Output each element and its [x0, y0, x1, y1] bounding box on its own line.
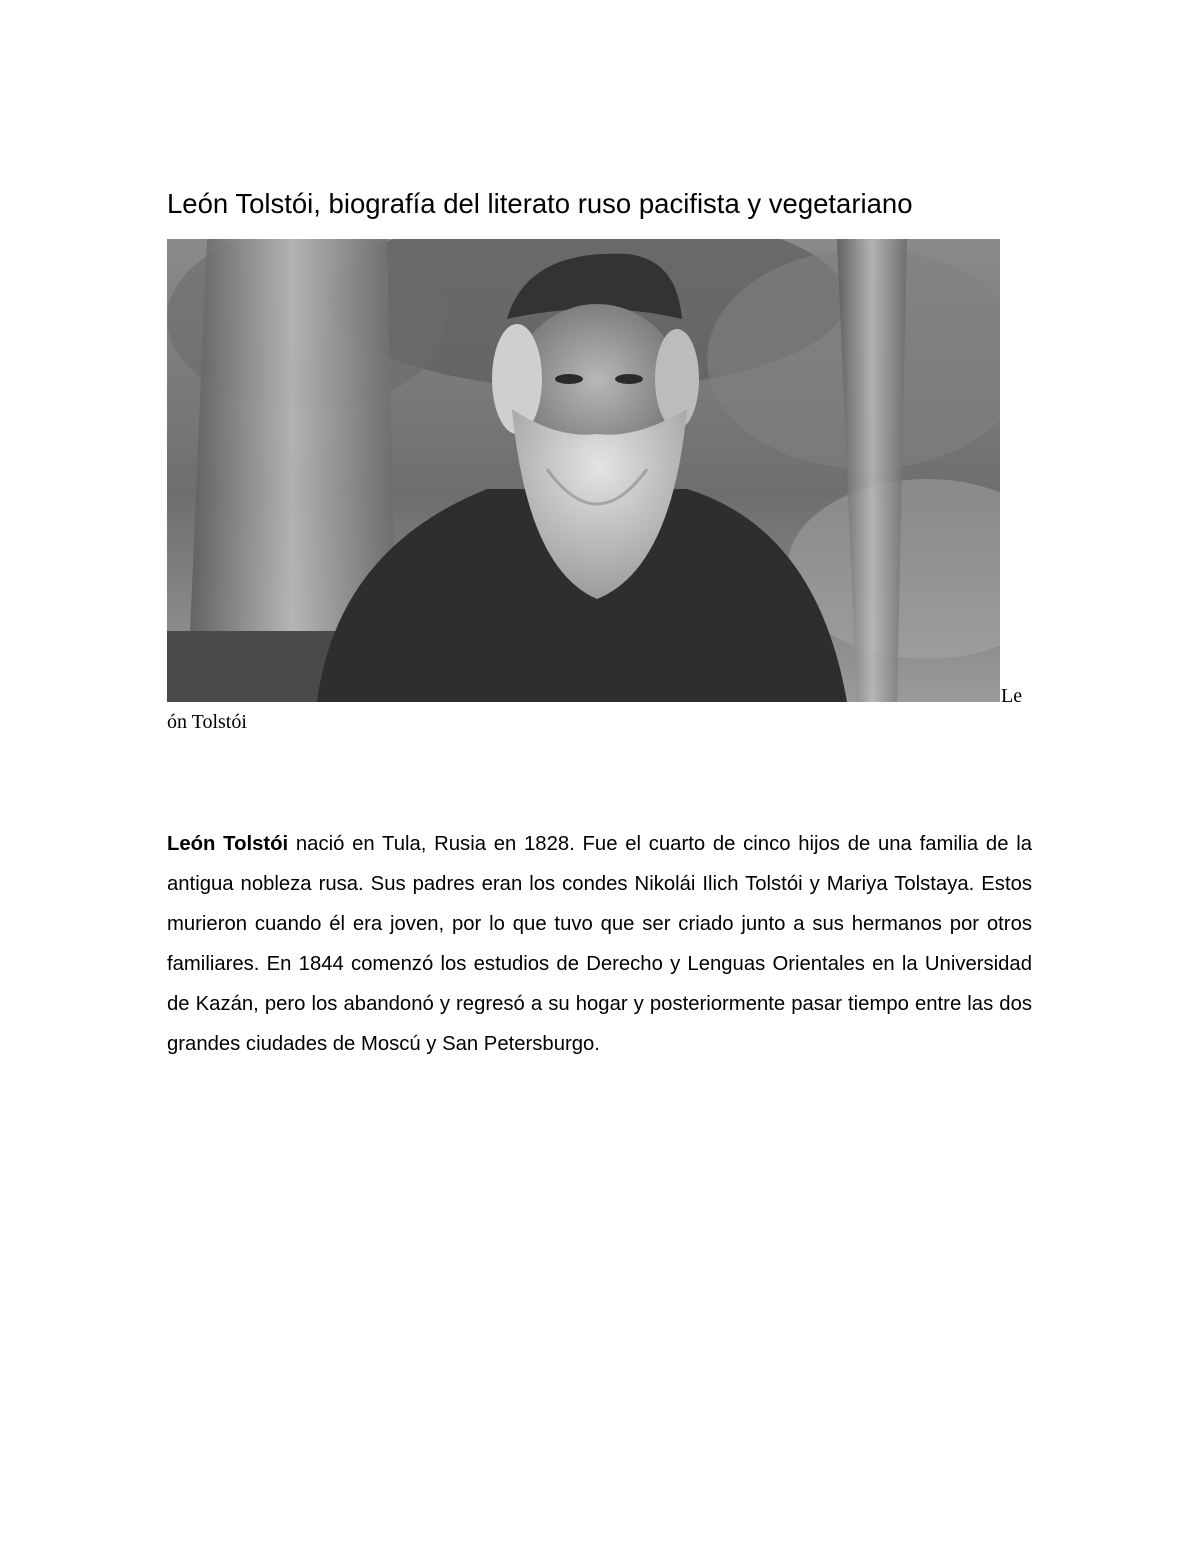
tolstoy-portrait-photo	[167, 239, 1000, 702]
portrait-photo-icon	[167, 239, 1000, 702]
biography-paragraph	[167, 824, 1032, 1064]
document-title: León Tolstói, biografía del literato ruso pacifista y vegetariano	[167, 188, 913, 219]
subject-name-bold: León Tolstói	[167, 833, 289, 855]
paragraph-text: nació en Tula, Rusia en 1828. Fue el cuarto de cinco hijos de una familia de la antigua nobleza rusa. Sus padres eran los condes Nikolái Ilich Tolstói y Mariya Tolstaya. Estos murieron cuando él era joven, por lo que tuvo que ser criado junto a sus hermanos por otros familiares. En 1844 comenzó los estudios de Derecho y Lenguas Orientales en la Universidad de Kazán, pero los abandonó y regresó a su hogar y posteriormente pasar tiempo entre las dos grandes ciudades de Moscú y San Petersburgo.	[167, 833, 1033, 1055]
photo-caption-continued: ón Tolstói	[167, 711, 247, 733]
photo-caption: Le	[1001, 685, 1023, 707]
